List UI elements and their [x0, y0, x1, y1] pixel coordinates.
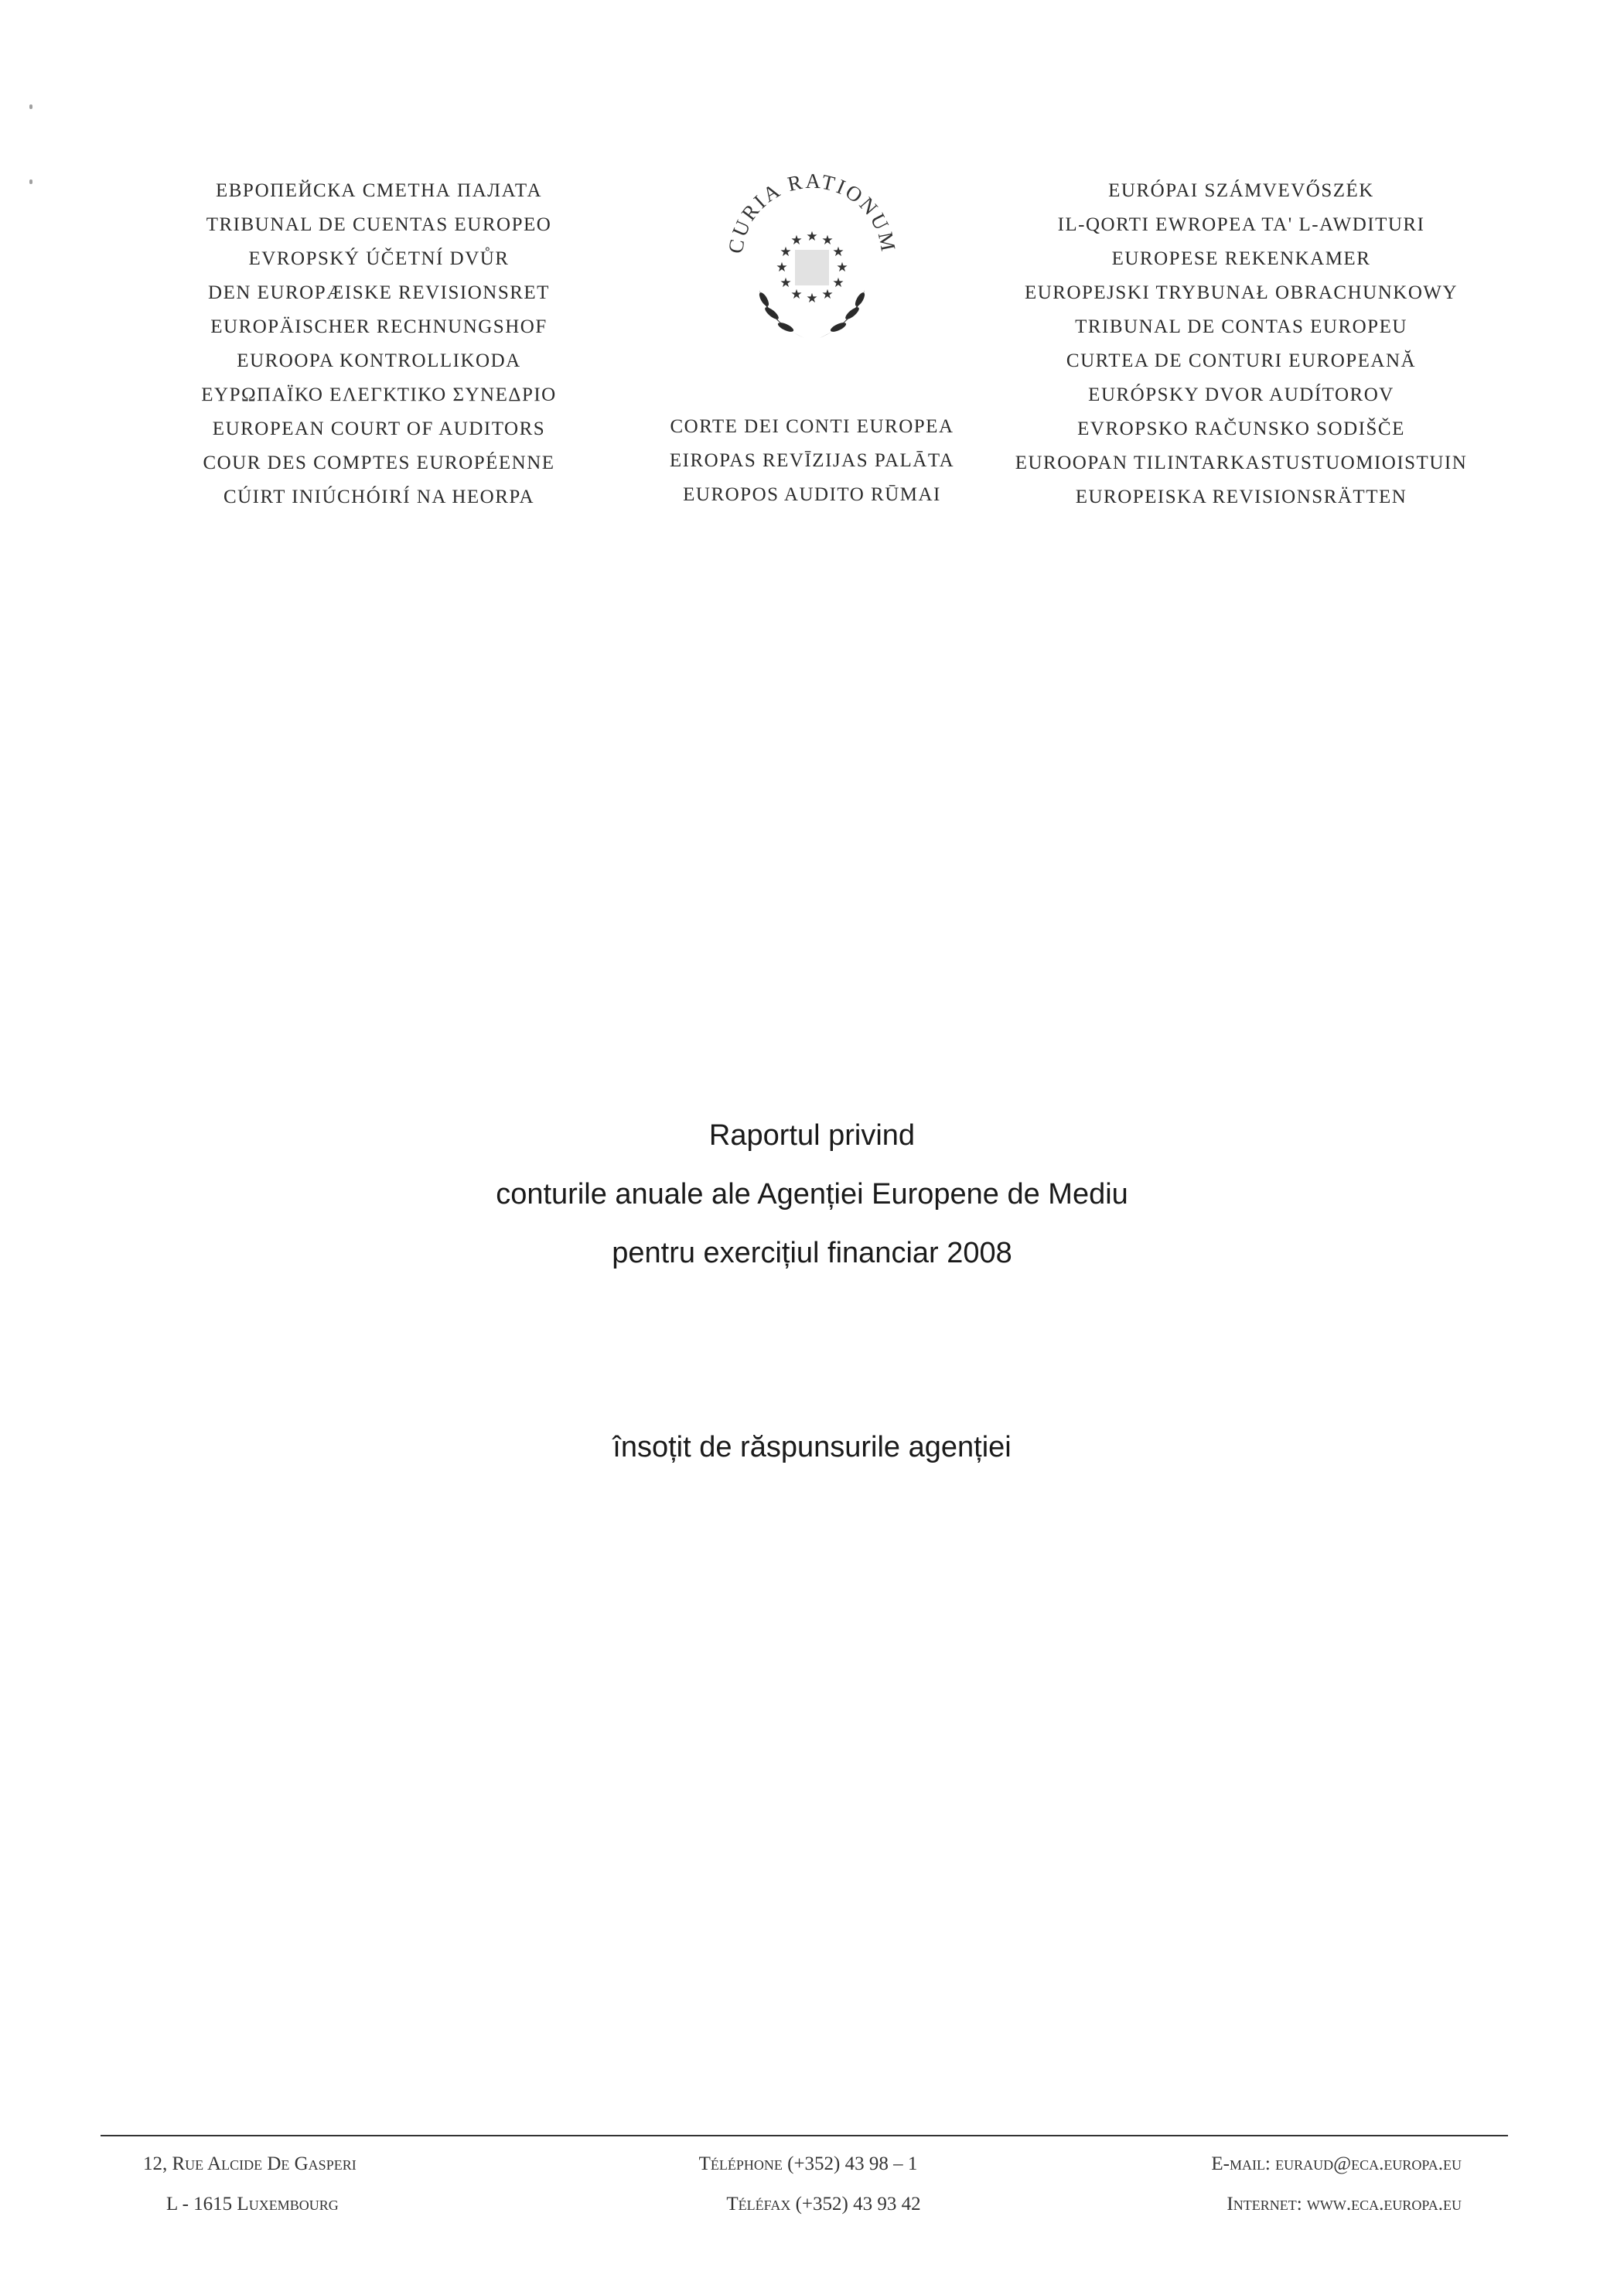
website-address: Internet: www.eca.europa.eu: [1227, 2194, 1462, 2215]
court-name-sl: EVROPSKO RAČUNSKO SODIŠČE: [1077, 418, 1405, 439]
footer-phone: [669, 2144, 947, 2225]
court-name-de: EUROPÄISCHER RECHNUNGSHOF: [210, 316, 548, 337]
court-name-nl: EUROPESE REKENKAMER: [1111, 248, 1371, 269]
emblem-motto: CURIA RATIONUM: [723, 169, 901, 255]
court-name-et: EUROOPA KONTROLLIKODA: [237, 350, 521, 371]
svg-text:★: ★: [832, 244, 844, 260]
svg-text:★: ★: [780, 244, 792, 260]
court-name-sv: EUROPEISKA REVISIONSRÄTTEN: [1075, 487, 1407, 507]
court-name-lt: EUROPOS AUDITO RŪMAI: [683, 484, 941, 505]
court-name-da: DEN EUROPÆISKE REVISIONSRET: [208, 282, 550, 303]
scan-speck: [29, 104, 32, 109]
court-name-lv: EIROPAS REVĪZIJAS PALĀTA: [669, 450, 955, 471]
court-name-sk: EURÓPSKY DVOR AUDÍTOROV: [1088, 384, 1394, 405]
court-name-mt: IL-QORTI EWROPEA TA' L-AWDITURI: [1057, 214, 1425, 235]
report-subtitle: însoțit de răspunsurile agenției: [612, 1431, 1012, 1463]
court-name-fr: COUR DES COMPTES EUROPÉENNE: [203, 452, 555, 473]
court-name-cs: EVROPSKÝ ÚČETNÍ DVŮR: [248, 248, 510, 269]
header-languages-right: [994, 174, 1489, 514]
footer-divider: [101, 2135, 1508, 2136]
footer-address: [143, 2144, 357, 2225]
report-title: [0, 1106, 1624, 1282]
court-name-pl: EUROPEJSKI TRYBUNAŁ OBRACHUNKOWY: [1024, 282, 1459, 303]
court-name-ga: CÚIRT INIÚCHÓIRÍ NA HEORPA: [223, 487, 535, 507]
svg-text:★: ★: [821, 287, 834, 302]
svg-text:★: ★: [806, 291, 818, 306]
svg-text:★: ★: [780, 275, 792, 291]
svg-text:★: ★: [832, 275, 844, 291]
telephone-number: Téléphone (+352) 43 98 – 1: [698, 2153, 918, 2174]
address-city: L - 1615 Luxembourg: [166, 2194, 339, 2215]
title-line-2: conturile anuale ale Agenției Europene de Mediu: [496, 1178, 1128, 1211]
email-address: E-mail: euraud@eca.europa.eu: [1211, 2153, 1462, 2174]
court-name-es: TRIBUNAL DE CUENTAS EUROPEO: [206, 214, 552, 235]
svg-text:★: ★: [790, 233, 803, 248]
svg-text:★: ★: [806, 229, 818, 244]
title-line-1: Raportul privind: [708, 1119, 916, 1152]
court-name-ro: CURTEA DE CONTURI EUROPEANĂ: [1066, 350, 1417, 371]
header-languages-left: [147, 174, 611, 514]
svg-text:★: ★: [836, 260, 848, 275]
court-name-fi: EUROOPAN TILINTARKASTUSTUOMIOISTUIN: [1015, 452, 1468, 473]
svg-text:★: ★: [776, 260, 788, 275]
svg-text:★: ★: [821, 233, 834, 248]
court-name-en: EUROPEAN COURT OF AUDITORS: [212, 418, 546, 439]
header-languages-center: [634, 410, 990, 512]
court-name-it: CORTE DEI CONTI EUROPEA: [670, 416, 954, 437]
court-name-hu: EURÓPAI SZÁMVEVŐSZÉK: [1108, 180, 1374, 201]
scan-speck: [29, 179, 32, 184]
address-street: 12, Rue Alcide De Gasperi: [143, 2153, 357, 2174]
court-name-pt: TRIBUNAL DE CONTAS EUROPEU: [1075, 316, 1407, 337]
curia-rationum-emblem: [696, 166, 928, 367]
court-name-bg: ЕВРОПЕЙСКА СМЕТНА ПАЛАТА: [215, 180, 543, 201]
title-line-3: pentru exercițiul financiar 2008: [612, 1237, 1012, 1269]
court-name-el: ΕΥΡΩΠΑΪΚΟ ΕΛΕΓΚΤΙΚΟ ΣΥΝΕΔΡΙΟ: [201, 384, 557, 405]
footer-contact: [1090, 2144, 1462, 2225]
svg-text:★: ★: [790, 287, 803, 302]
book-icon: [795, 250, 829, 285]
telefax-number: Téléfax (+352) 43 93 42: [726, 2194, 921, 2215]
